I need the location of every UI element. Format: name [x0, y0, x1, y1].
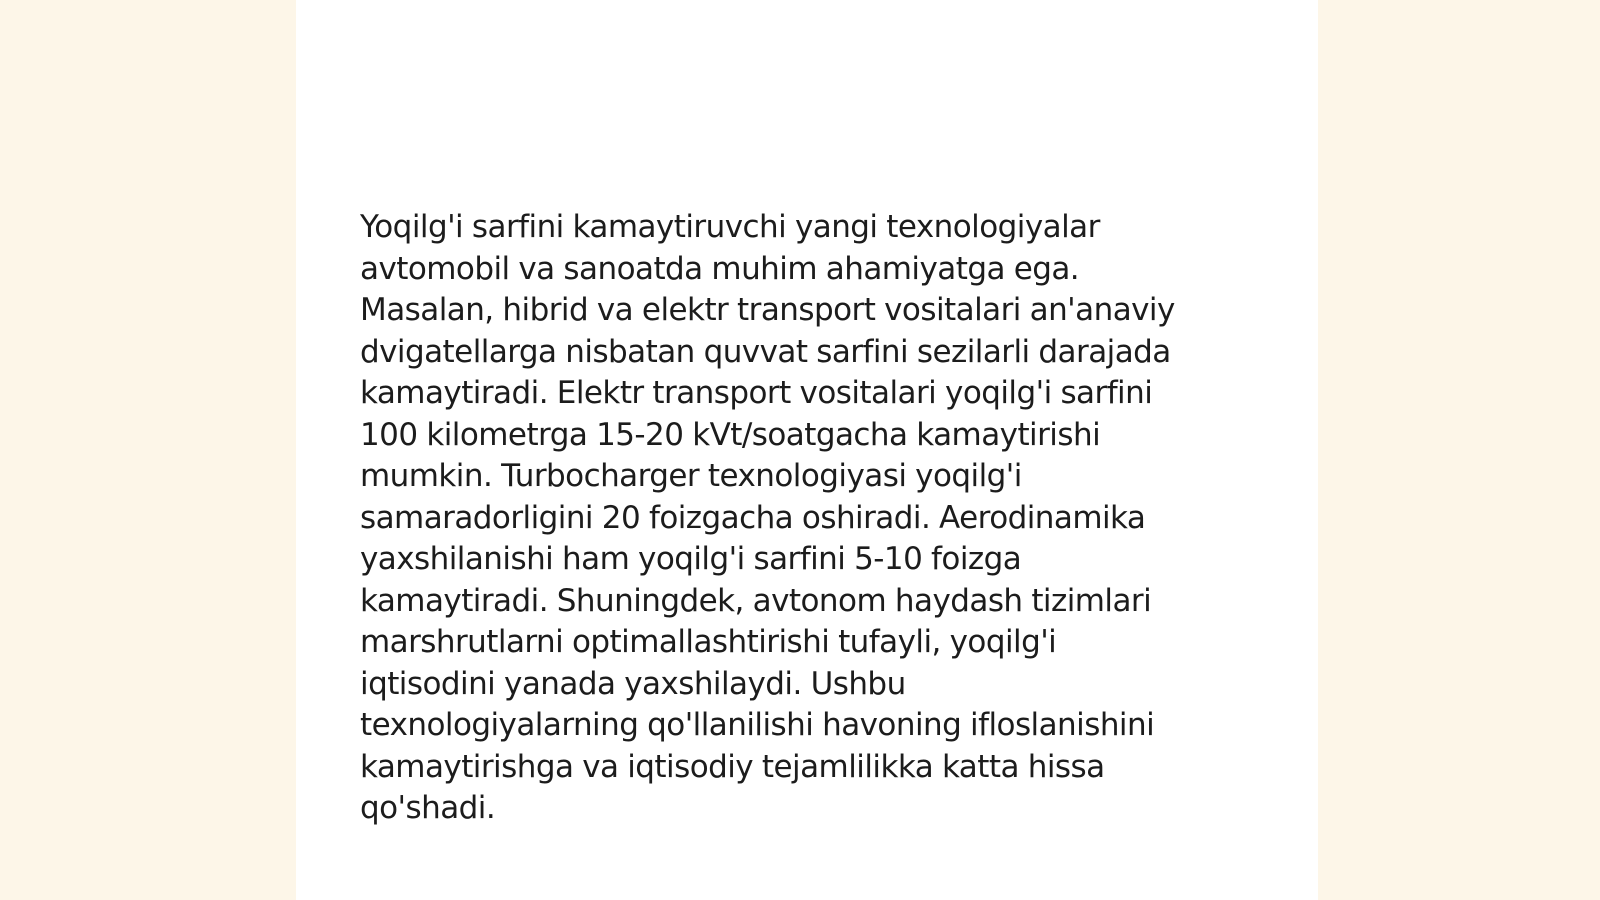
paragraph-line: samaradorligini 20 foizgacha oshiradi. Aerodinamika — [360, 499, 1146, 536]
paragraph-line: Masalan, hibrid va elektr transport vositalari an'anaviy — [360, 292, 1175, 328]
paragraph-line: texnologiyalarning qo'llanilishi havoning ifloslanishini — [360, 707, 1155, 743]
body-paragraph — [360, 207, 1260, 830]
paragraph-line: kamaytirishga va iqtisodiy tejamlilikka katta hissa — [360, 748, 1105, 785]
paragraph-line: Yoqilg'i sarfini kamaytiruvchi yangi texnologiyalar — [360, 209, 1100, 245]
paragraph-line: mumkin. Turbocharger texnologiyasi yoqilg'i — [360, 458, 1022, 494]
paragraph-line: kamaytiradi. Shuningdek, avtonom haydash tizimlari — [360, 582, 1152, 619]
document-page — [296, 0, 1318, 900]
paragraph-line: iqtisodini yanada yaxshilaydi. Ushbu — [360, 665, 906, 702]
paragraph-line: kamaytiradi. Elektr transport vositalari yoqilg'i sarfini — [360, 375, 1153, 411]
paragraph-line: yaxshilanishi ham yoqilg'i sarfini 5-10 foizga — [360, 541, 1022, 577]
paragraph-line: marshrutlarni optimallashtirishi tufayli, yoqilg'i — [360, 624, 1057, 660]
paragraph-line: avtomobil va sanoatda muhim ahamiyatga ega. — [360, 250, 1080, 287]
paragraph-line: 100 kilometrga 15-20 kVt/soatgacha kamaytirishi — [360, 416, 1101, 453]
paragraph-line: qo'shadi. — [360, 790, 496, 826]
paragraph-line: dvigatellarga nisbatan quvvat sarfini sezilarli darajada — [360, 333, 1171, 370]
